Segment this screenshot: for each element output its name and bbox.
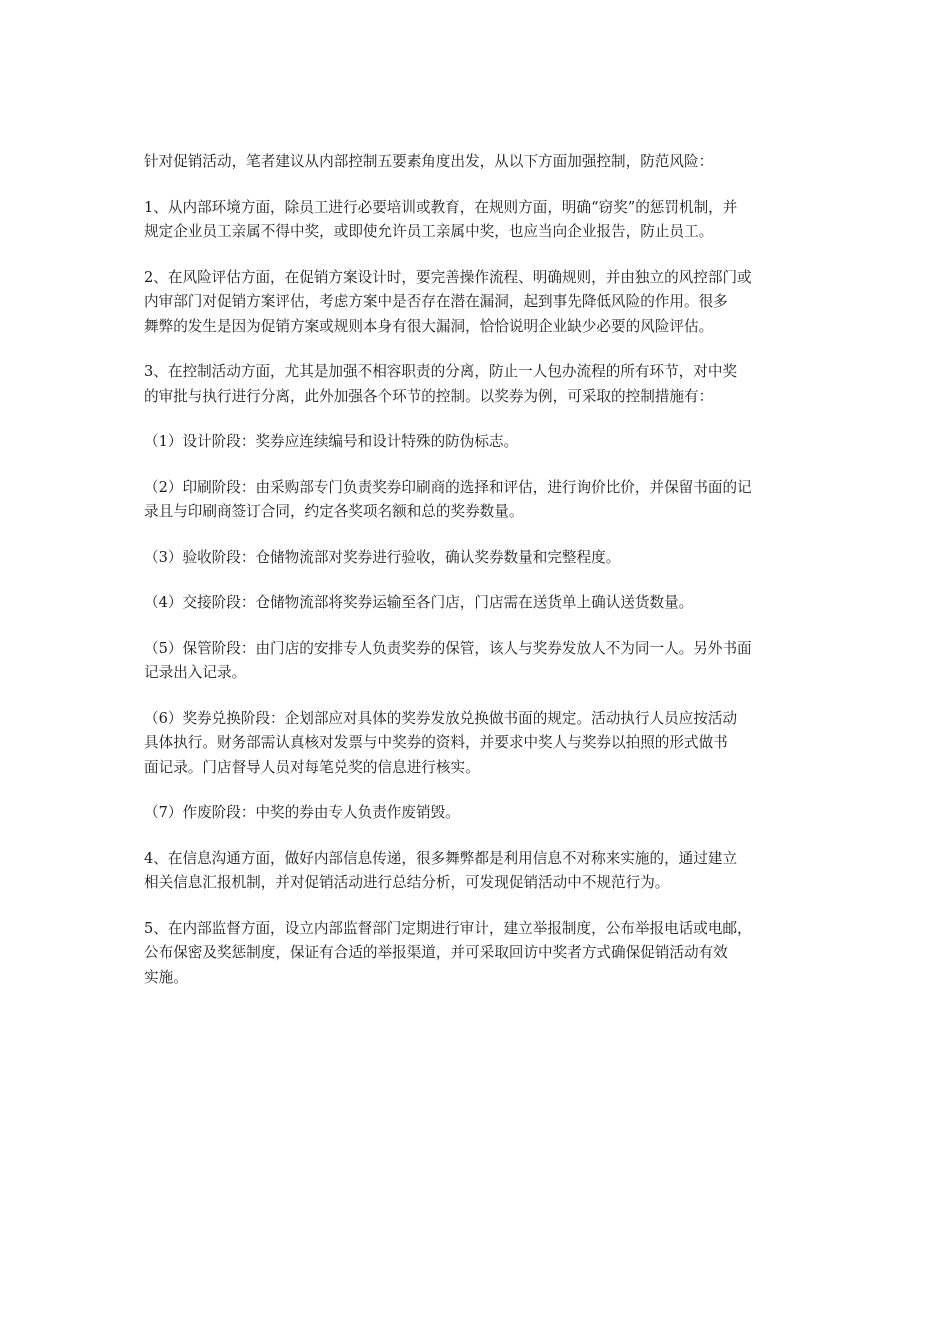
paragraph-risk-assessment: 2、在风险评估方面，在促销方案设计时，要完善操作流程、明确规则，并由独立的风控部门或 内审部门对促销方案评估，考虑方案中是否存在潜在漏洞，起到事先降低风险的作用。很多 舞弊的发生是因为促销方案或规则本身有很大漏洞，恰恰说明企业缺少必要的风险评估。 — [144, 268, 752, 335]
paragraph-internal-environment: 1、从内部环境方面，除员工进行必要培训或教育，在规则方面，明确“窃奖”的惩罚机制，并 规定企业员工亲属不得中奖，或即使允许员工亲属中奖，也应当向企业报告，防止员工。 — [144, 198, 738, 240]
paragraph-printing-stage: （2）印刷阶段：由采购部专门负责奖券印刷商的选择和评估，进行询价比价，并保留书面的记 录且与印刷商签订合同，约定各奖项名额和总的奖券数量。 — [144, 478, 752, 520]
paragraph-control-activities: 3、在控制活动方面，尤其是加强不相容职责的分离，防止一人包办流程的所有环节，对中奖 的审批与执行进行分离，此外加强各个环节的控制。以奖券为例，可采取的控制措施有： — [144, 363, 738, 405]
paragraph-acceptance-stage: （3）验收阶段：仓储物流部对奖券进行验收，确认奖券数量和完整程度。 — [144, 548, 621, 566]
document-body — [144, 150, 810, 1011]
paragraph-intro: 针对促销活动，笔者建议从内部控制五要素角度出发，从以下方面加强控制，防范风险： — [144, 153, 714, 170]
paragraph-internal-supervision: 5、在内部监督方面，设立内部监督部门定期进行审计，建立举报制度，公布举报电话或电邮， 公布保密及奖惩制度，保证有合适的举报渠道，并可采取回访中奖者方式确保促销活动有效 实施。 — [144, 919, 752, 986]
paragraph-design-stage: （1）设计阶段：奖券应连续编号和设计特殊的防伪标志。 — [144, 433, 519, 450]
paragraph-void-stage: （7）作废阶段：中奖的券由专人负责作废销毁。 — [144, 804, 460, 821]
paragraph-redemption-stage: （6）奖券兑换阶段：企划部应对具体的奖券发放兑换做书面的规定。活动执行人员应按活动 具体执行。财务部需认真核对发票与中奖券的资料，并要求中奖人与奖券以拍照的形式做书 面记录。门店督导人员对每笔兑奖的信息进行核实。 — [144, 709, 738, 776]
paragraph-information-communication: 4、在信息沟通方面，做好内部信息传递，很多舞弊都是利用信息不对称来实施的，通过建立 相关信息汇报机制，并对促销活动进行总结分析，可发现促销活动中不规范行为。 — [144, 849, 738, 891]
paragraph-handover-stage: （4）交接阶段：仓储物流部将奖券运输至各门店，门店需在送货单上确认送货数量。 — [144, 594, 694, 611]
paragraph-custody-stage: （5）保管阶段：由门店的安排专人负责奖券的保管，该人与奖券发放人不为同一人。另外书面 记录出入记录。 — [144, 639, 752, 681]
